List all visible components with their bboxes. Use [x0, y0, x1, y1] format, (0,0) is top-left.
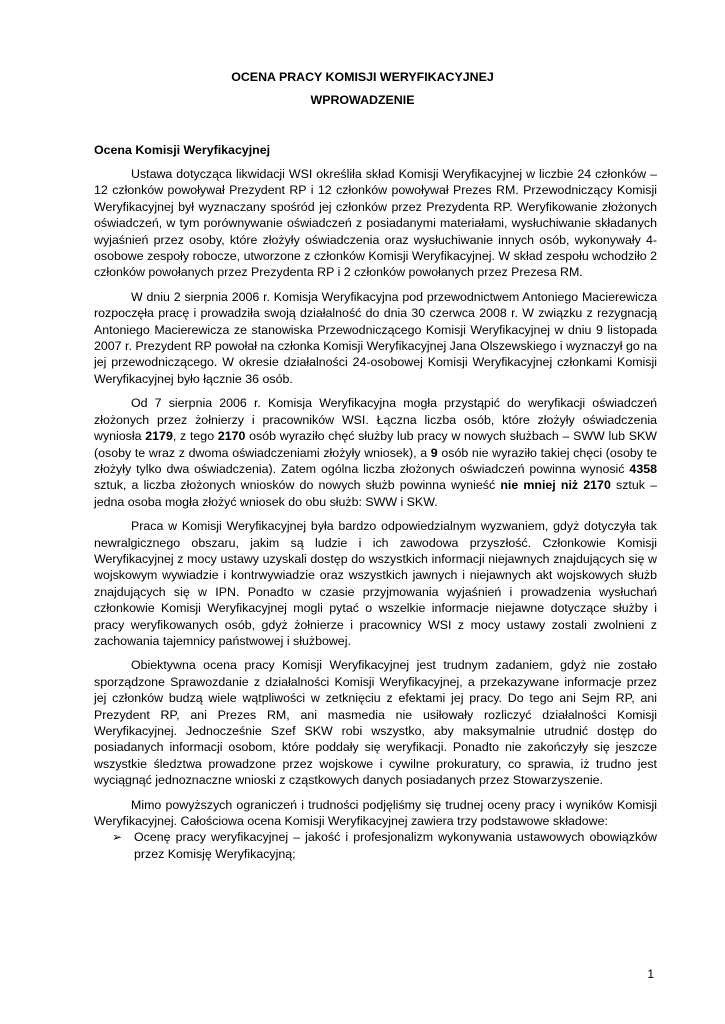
arrow-bullet-icon: ➢	[112, 830, 123, 845]
section-heading: Ocena Komisji Weryfikacyjnej	[94, 143, 271, 157]
document-subtitle: WPROWADZENIE	[310, 93, 415, 107]
text-run: , z tego	[172, 429, 218, 444]
body-text	[94, 166, 657, 862]
paragraph: Obiektywna ocena pracy Komisji Weryfikacyjnej jest trudnym zadaniem, gdyż nie zostało sporządzone Sprawozdanie z działalności Komisji Weryfikacyjnej, a przekazywane informacje przez jej członków budzą wiele wątpliwości w zetknięciu z efektami jej pracy. Do tego ani Sejm RP, ani Prezydent RP, ani Prezes RM, ani masmedia nie usiłowały rozliczyć działalności Komisji Weryfikacyjnej. Jednocześnie Szef SKW robi wszystko, aby maksymalnie utrudnić dostęp do posiadanych informacji osobom, które poddały się weryfikacji. Ponadto nie zakończyły się jeszcze wszystkie śledztwa prowadzone przez wojskowe i cywilne prokuratury, co sprawia, iż trudno jest wyciągnąć jednoznaczne wnioski z cząstkowych danych posiadanych przez Stowarzyszenie.	[94, 658, 657, 788]
text-run: sztuk, a liczba złożonych wniosków do nowych służb powinna wynieść	[94, 478, 501, 493]
paragraph	[94, 395, 657, 510]
paragraph: Ustawa dotycząca likwidacji WSI określiła skład Komisji Weryfikacyjnej w liczbie 24 członków – 12 członków powoływał Prezydent RP i 12 członków powoływał Prezes RM. Przewodniczący Komisji Weryfikacyjnej był wyznaczany spośród jej członków przez Prezydenta RP. Weryfikowanie złożonych oświadczeń, w tym porównywanie oświadczeń z posiadanymi materiałami, wysłuchiwanie składanych wyjaśnień przez osoby, które złożyły oświadczenia oraz wysłuchiwanie innych osób, wykonywały 4-osobowe zespoły robocze, utworzone z członków Komisji Weryfikacyjnej. W skład zespołu wchodziło 2 członków powołanych przez Prezydenta RP i 2 członków powołanych przez Prezesa RM.	[94, 167, 657, 280]
paragraph: W dniu 2 sierpnia 2006 r. Komisja Weryfikacyjna pod przewodnictwem Antoniego Macierewicza rozpoczęła pracę i prowadziła swoją działalność do dnia 30 czerwca 2008 r. W związku z rezygnacją Antoniego Macierewicza ze stanowiska Przewodniczącego Komisji Weryfikacyjnej w dniu 9 listopada 2007 r. Prezydent RP powołał na członka Komisji Weryfikacyjnej Jana Olszewskiego i wyznaczył go na jej przewodniczącego. W okresie działalności 24-osobowej Komisji Weryfikacyjnej członkami Komisji Weryfikacyjnej było łącznie 36 osób.	[94, 289, 657, 386]
paragraph: Mimo powyższych ograniczeń i trudności podjęliśmy się trudnej oceny pracy i wyników Komisji Weryfikacyjnej. Całościowa ocena Komisji Weryfikacyjnej zawiera trzy podstawowe składowe:	[94, 797, 657, 829]
bullet-list	[94, 829, 657, 862]
bold-number: 2170	[217, 429, 246, 444]
text-run: osób wyraziło chęć służby lub pracy w nowych służbach – SWW lub SKW (osoby te wraz z dwoma oświadczeniami złożyły wniosek), a	[94, 429, 657, 460]
text-run: osób nie wyraziło takiej chęci (osoby te złożyły tylko dwa oświadczenia). Zatem ogólna liczba złożonych oświadczeń powinna wynosić	[94, 445, 657, 476]
document-title: OCENA PRACY KOMISJI WERYFIKACYJNEJ	[231, 70, 494, 84]
text-run: Od 7 sierpnia 2006 r. Komisja Weryfikacyjna mogła przystąpić do weryfikacji oświadczeń złożonych przez żołnierzy i pracowników WSI. Łączna liczba osób, które złożyły oświadczenia wyniosła	[94, 396, 657, 444]
list-item	[94, 829, 657, 862]
page-number: 1	[647, 967, 654, 981]
bold-number: 2179	[145, 429, 173, 444]
bold-phrase: nie mniej niż 2170	[500, 478, 611, 493]
bold-number: 4358	[629, 461, 657, 476]
text-run: sztuk – jedna osoba mogła złożyć wniosek do obu służb: SWW i SKW.	[94, 478, 657, 509]
bold-number: 9	[430, 445, 438, 460]
paragraph: Praca w Komisji Weryfikacyjnej była bardzo odpowiedzialnym wyzwaniem, gdyż dotyczyła tak newralgicznego obszaru, jakim są ludzie i ich zawodowa przyszłość. Członkowie Komisji Weryfikacyjnej z mocy ustawy uzyskali dostęp do wszystkich informacji niejawnych znajdujących się w wojskowym wywiadzie i kontrwywiadzie oraz wszystkich jawnych i niejawnych akt wojskowych służb znajdujących się w IPN. Ponadto w czasie przyjmowania wyjaśnień i prowadzenia wysłuchań członkowie Komisji Weryfikacyjnej mogli pytać o wszelkie informacje niejawne dotyczące służby i pracy weryfikowanych osób, gdyż żołnierze i pracownicy WSI z mocy ustawy zostali zwolnieni z zachowania tajemnicy państwowej i służbowej.	[94, 519, 657, 648]
list-item-text: Ocenę pracy weryfikacyjnej – jakość i profesjonalizm wykonywania ustawowych obowiązków przez Komisję Weryfikacyjną;	[134, 830, 657, 861]
